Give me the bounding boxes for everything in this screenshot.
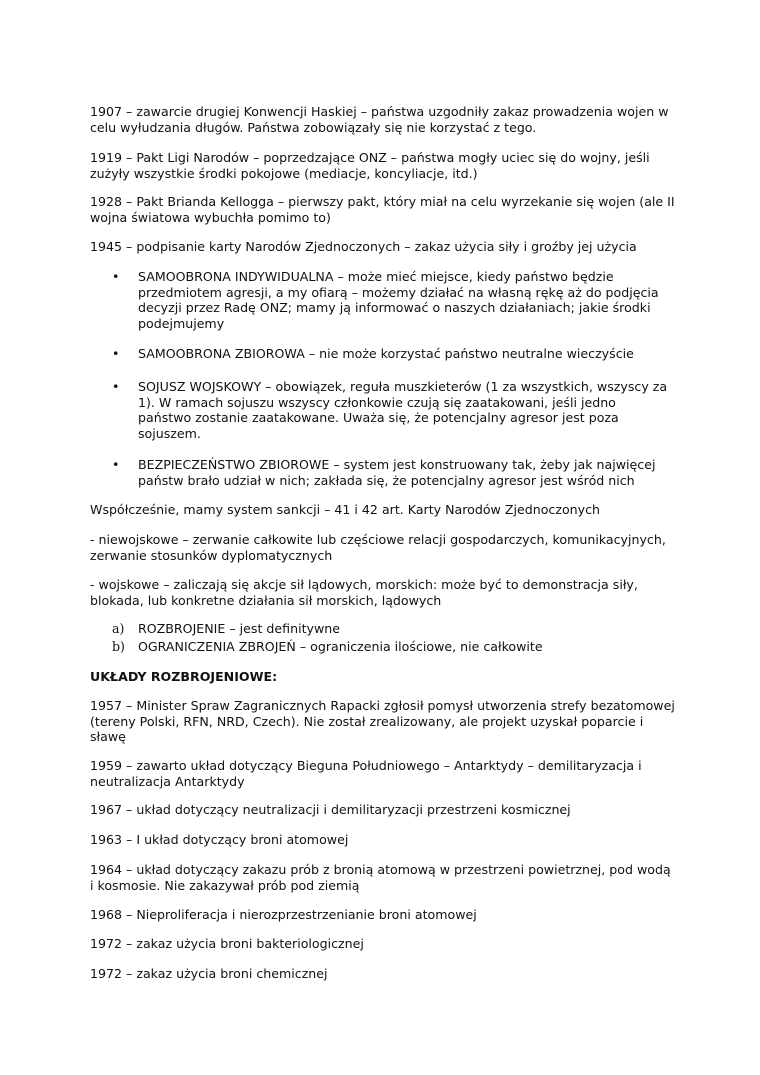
paragraph-1907: 1907 – zawarcie drugiej Konwencji Haskiej – państwa uzgodniły zakaz prowadzenia wojen w celu wyłudzania długów. Państwa zobowiązały się nie korzystać z tego. — [90, 104, 669, 135]
list-item-ograniczenia-zbrojen: OGRANICZENIA ZBROJEŃ – ograniczenia ilościowe, nie całkowite — [138, 639, 543, 654]
paragraph-1945: 1945 – podpisanie karty Narodów Zjednoczonych – zakaz użycia siły i groźby jej użycia — [90, 239, 637, 254]
paragraph-1963: 1963 – I układ dotyczący broni atomowej — [90, 832, 349, 847]
paragraph-1919: 1919 – Pakt Ligi Narodów – poprzedzające ONZ – państwa mogły uciec się do wojny, jeśli zużyły wszystkie środki pokojowe (mediacje, koncyliacje, itd.) — [90, 150, 650, 181]
list-item-rozbrojenie: ROZBROJENIE – jest definitywne — [138, 621, 340, 636]
paragraph-1972-bakteriologiczna: 1972 – zakaz użycia broni bakteriologicznej — [90, 936, 364, 951]
bullet-icon: • — [112, 346, 120, 361]
bullet-item-samoobrona-zbiorowa: SAMOOBRONA ZBIOROWA – nie może korzystać państwo neutralne wieczyście — [138, 346, 634, 361]
paragraph-1972-chemiczna: 1972 – zakaz użycia broni chemicznej — [90, 966, 328, 981]
paragraph-wspolczesnie: Współcześnie, mamy system sankcji – 41 i 42 art. Karty Narodów Zjednoczonych — [90, 502, 600, 517]
section-heading: UKŁADY ROZBROJENIOWE: — [90, 669, 278, 684]
bullet-item-bezpieczenstwo-zbiorowe: BEZPIECZEŃSTWO ZBIOROWE – system jest konstruowany tak, żeby jak najwięcej państw brało udział w nich; zakłada się, że potencjalny agresor jest wśród nich — [138, 457, 656, 488]
bullet-item-samoobrona-indywidualna: SAMOOBRONA INDYWIDUALNA – może mieć miejsce, kiedy państwo będzie przedmiotem agresji, a my ofiarą – możemy działać na własną rękę aż do podjęcia decyzji przez Radę ONZ; mamy ją informować o naszych działaniach; jakie środki podejmujemy — [138, 269, 659, 331]
bullet-icon: • — [112, 269, 120, 284]
paragraph-niewojskowe: - niewojskowe – zerwanie całkowite lub częściowe relacji gospodarczych, komunikacyjnych, zerwanie stosunków dyplomatycznych — [90, 532, 666, 563]
paragraph-1928: 1928 – Pakt Brianda Kellogga – pierwszy pakt, który miał na celu wyrzekanie się wojen (ale II wojna światowa wybuchła pomimo to) — [90, 194, 675, 225]
paragraph-1964: 1964 – układ dotyczący zakazu prób z bronią atomową w przestrzeni powietrznej, pod wodą i kosmosie. Nie zakazywał prób pod ziemią — [90, 862, 671, 893]
bullet-item-sojusz-wojskowy: SOJUSZ WOJSKOWY – obowiązek, reguła muszkieterów (1 za wszystkich, wszyscy za 1). W ramach sojuszu wszyscy członkowie czują się zaatakowani, jeśli jedno państwo zostanie zaatakowane. Uważa się, że potencjalny agresor jest poza sojuszem. — [138, 379, 668, 441]
list-marker-b: b) — [112, 639, 125, 654]
paragraph-wojskowe: - wojskowe – zaliczają się akcje sił lądowych, morskich: może być to demonstracja siły, blokada, lub konkretne działania sił morskich, lądowych — [90, 577, 638, 608]
list-marker-a: a) — [112, 621, 125, 636]
paragraph-1968: 1968 – Nieproliferacja i nierozprzestrzenianie broni atomowej — [90, 907, 477, 922]
paragraph-1967: 1967 – układ dotyczący neutralizacji i demilitaryzacji przestrzeni kosmicznej — [90, 802, 571, 817]
paragraph-1959: 1959 – zawarto układ dotyczący Bieguna Południowego – Antarktydy – demilitaryzacja i neutralizacja Antarktydy — [90, 758, 642, 789]
bullet-icon: • — [112, 457, 120, 472]
bullet-icon: • — [112, 379, 120, 394]
paragraph-1957: 1957 – Minister Spraw Zagranicznych Rapacki zgłosił pomysł utworzenia strefy bezatomowej (tereny Polski, RFN, NRD, Czech). Nie został zrealizowany, ale projekt uzyskał poparcie i sławę — [90, 698, 675, 744]
